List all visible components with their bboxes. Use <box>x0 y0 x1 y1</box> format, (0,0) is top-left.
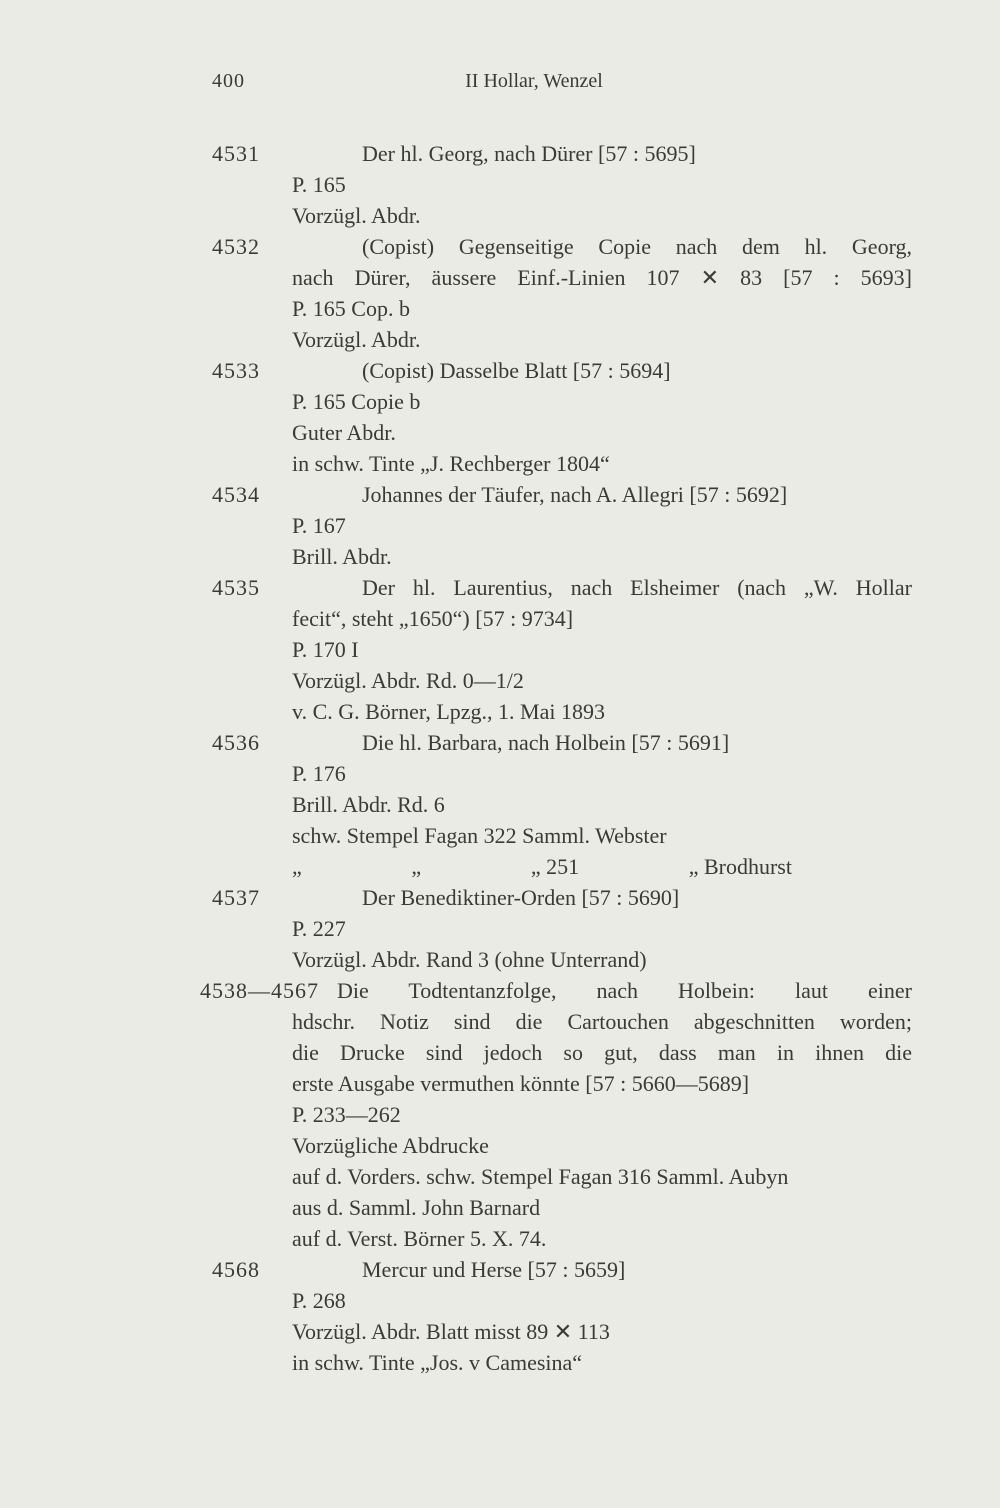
entry-detail: Vorzügl. Abdr. <box>292 203 421 228</box>
entry-detail: Vorzügl. Abdr. Rd. 0—1/2 <box>292 668 524 693</box>
entry-title: Die Todtentanzfolge, nach Holbein: laut einer <box>337 978 912 1003</box>
entry-title: Der Benediktiner-Orden [57 : 5690] <box>362 885 680 910</box>
entry-title: Der hl. Georg, nach Dürer [57 : 5695] <box>362 141 696 166</box>
running-title: II Hollar, Wenzel <box>465 70 603 92</box>
entry-detail: aus d. Samml. John Barnard <box>292 1195 541 1220</box>
entry-title: (Copist) Dasselbe Blatt [57 : 5694] <box>362 358 671 383</box>
entry-line <box>212 1192 912 1223</box>
entry-line <box>212 882 912 913</box>
entry-line <box>200 975 912 1006</box>
entry-number: 4531 <box>212 141 260 166</box>
entry-line <box>212 231 912 262</box>
entry-title-continued: die Drucke sind jedoch so gut, dass man in ihnen die <box>292 1040 912 1065</box>
entry-detail: Guter Abdr. <box>292 420 396 445</box>
entry-line <box>212 1037 912 1068</box>
entry-line <box>212 448 912 479</box>
entry-line <box>212 1006 912 1037</box>
entry-number: 4538—4567 <box>200 978 319 1003</box>
entry-detail: P. 170 I <box>292 637 359 662</box>
page-number: 400 <box>212 70 245 92</box>
entry-line <box>212 355 912 386</box>
entry-detail: auf d. Vorders. schw. Stempel Fagan 316 Samml. Aubyn <box>292 1164 789 1189</box>
entry-number: 4533 <box>212 358 260 383</box>
entry-detail: v. C. G. Börner, Lpzg., 1. Mai 1893 <box>292 699 605 724</box>
entry-detail: auf d. Verst. Börner 5. X. 74. <box>292 1226 547 1251</box>
entry-detail: P. 233—262 <box>292 1102 401 1127</box>
entry-detail: P. 268 <box>292 1288 346 1313</box>
entry-line <box>212 1223 912 1254</box>
entry-title-continued: nach Dürer, äussere Einf.-Linien 107 ✕ 83 [57 : 5693] <box>292 265 912 290</box>
ditto-line <box>292 851 792 882</box>
entry-number: 4532 <box>212 234 260 259</box>
entry-detail: P. 167 <box>292 513 346 538</box>
entry-line <box>212 1316 912 1347</box>
entry-detail: Vorzügliche Abdrucke <box>292 1133 489 1158</box>
entry-title: Johannes der Täufer, nach A. Allegri [57 : 5692] <box>362 482 788 507</box>
entry-line <box>212 758 912 789</box>
entry-line <box>212 417 912 448</box>
entry-line <box>212 138 912 169</box>
entry-detail: Brill. Abdr. <box>292 544 392 569</box>
entry-line <box>212 169 912 200</box>
entry-detail: schw. Stempel Fagan 322 Samml. Webster <box>292 823 667 848</box>
entry-line <box>212 541 912 572</box>
entry-number: 4534 <box>212 482 260 507</box>
entry-detail: in schw. Tinte „J. Rechberger 1804“ <box>292 451 610 476</box>
entry-line <box>212 510 912 541</box>
entry-line <box>212 665 912 696</box>
entry-line <box>212 727 912 758</box>
entry-line <box>212 1254 912 1285</box>
entry-line <box>212 820 912 851</box>
entry-detail: Vorzügl. Abdr. Rand 3 (ohne Unterrand) <box>292 947 647 972</box>
entry-detail: P. 165 Cop. b <box>292 296 410 321</box>
entry-line <box>212 634 912 665</box>
entry-line <box>212 1068 912 1099</box>
entry-line <box>212 200 912 231</box>
entry-number: 4535 <box>212 575 260 600</box>
entry-title-continued: hdschr. Notiz sind die Cartouchen abgeschnitten worden; <box>292 1009 912 1034</box>
entry-title: Die hl. Barbara, nach Holbein [57 : 5691] <box>362 730 730 755</box>
entry-detail: Vorzügl. Abdr. <box>292 327 421 352</box>
entry-title: (Copist) Gegenseitige Copie nach dem hl. Georg, <box>362 234 912 259</box>
entry-detail: P. 176 <box>292 761 346 786</box>
entry-title: Der hl. Laurentius, nach Elsheimer (nach „W. Hollar <box>362 575 912 600</box>
entry-line <box>212 944 912 975</box>
entry-detail: P. 165 Copie b <box>292 389 421 414</box>
entry-line <box>212 293 912 324</box>
entry-line <box>212 324 912 355</box>
entry-line <box>212 789 912 820</box>
entry-line <box>212 572 912 603</box>
entry-line <box>212 1161 912 1192</box>
entry-number: 4537 <box>212 885 260 910</box>
entry-line <box>212 479 912 510</box>
catalog-entries <box>200 138 912 1378</box>
entry-line <box>212 913 912 944</box>
entry-line <box>212 1347 912 1378</box>
entry-detail: Vorzügl. Abdr. Blatt misst 89 ✕ 113 <box>292 1319 610 1344</box>
entry-title: Mercur und Herse [57 : 5659] <box>362 1257 626 1282</box>
entry-number: 4536 <box>212 730 260 755</box>
entry-number: 4568 <box>212 1257 260 1282</box>
ditto-mark: „ 251 <box>530 854 580 879</box>
entry-detail: in schw. Tinte „Jos. v Camesina“ <box>292 1350 583 1375</box>
entry-line <box>212 1285 912 1316</box>
entry-line <box>212 851 912 882</box>
entry-line <box>212 386 912 417</box>
ditto-mark: „ <box>411 854 422 879</box>
entry-title-continued: fecit“, steht „1650“) [57 : 9734] <box>292 606 574 631</box>
entry-detail: P. 227 <box>292 916 346 941</box>
page-header <box>212 70 912 100</box>
entry-detail: Brill. Abdr. Rd. 6 <box>292 792 445 817</box>
entry-line <box>212 1130 912 1161</box>
ditto-mark: „ <box>292 854 302 879</box>
entry-line <box>212 603 912 634</box>
entry-detail: P. 165 <box>292 172 346 197</box>
entry-line <box>212 696 912 727</box>
entry-line <box>212 1099 912 1130</box>
entry-title-continued: erste Ausgabe vermuthen könnte [57 : 5660—5689] <box>292 1071 750 1096</box>
ditto-mark: „ Brodhurst <box>688 854 792 879</box>
entry-line <box>212 262 912 293</box>
